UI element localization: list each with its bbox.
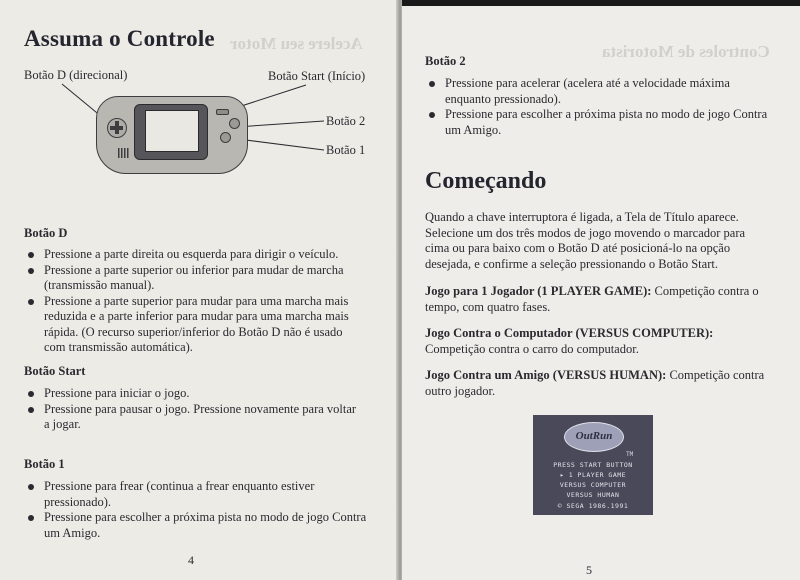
list-item: Pressione para pausar o jogo. Pressione novamente para voltar a jogar.: [24, 402, 364, 433]
section-heading-dpad: Botão D: [24, 226, 68, 240]
list-item: Pressione a parte direita ou esquerda para dirigir o veículo.: [24, 247, 364, 263]
title-screen-image: [533, 415, 653, 515]
dpad-icon: [107, 118, 127, 138]
start-button-icon: [216, 109, 229, 115]
list-item: Pressione para escolher a próxima pista no modo de jogo Contra um Amigo.: [24, 510, 369, 541]
section-heading-button-1: Botão 1: [24, 457, 65, 471]
section-title: Começando: [425, 168, 547, 194]
page-number: 4: [188, 553, 194, 567]
intro-paragraph: Quando a chave interruptora é ligada, a Tela de Título aparece. Selecione um dos três modos de jogo movendo o marcador para cima ou para baixo com o Botão D até posicioná-lo na opção desejada, e confirme a seleção pressionando o Botão Start.: [425, 210, 746, 271]
label-dpad: Botão D (direcional): [24, 68, 128, 82]
left-page: [0, 0, 398, 580]
screen-line: VERSUS HUMAN: [566, 491, 620, 499]
speaker-grille-icon: [118, 148, 130, 158]
bleed-through-text: Controles de Motorista: [602, 42, 770, 61]
screen-line: ▸ 1 PLAYER GAME: [559, 471, 627, 479]
list-item: Pressione a parte superior ou inferior para mudar de marcha (transmissão manual).: [24, 263, 364, 294]
mode-label: Jogo para 1 Jogador (1 PLAYER GAME):: [425, 284, 652, 298]
list-item: Pressione para iniciar o jogo.: [24, 386, 364, 402]
list-item: Pressione para frear (continua a frear enquanto estiver pressionado).: [24, 479, 369, 510]
trademark-mark: TM: [626, 451, 634, 458]
screen-line: PRESS START BUTTON: [553, 461, 633, 469]
list-item: Pressione a parte superior para mudar para uma marcha mais reduzida e a parte inferior para mudar para uma marcha mais rápida. (O recurso superior/inferior do Botão D não é usado com transmissão automática).: [24, 294, 364, 356]
page-title: Assuma o Controle: [24, 26, 215, 51]
bleed-through-text: Acelere seu Motor: [230, 34, 363, 53]
list-item: Pressione para acelerar (acelera até a velocidade máxima enquanto pressionado).: [425, 76, 770, 107]
label-start: Botão Start (Início): [268, 69, 366, 83]
section-heading-button-2: Botão 2: [425, 54, 466, 68]
button-1-icon: [220, 132, 231, 143]
page-number: 5: [586, 563, 592, 577]
outrun-logo: OutRun: [564, 422, 624, 452]
console-screen: [145, 110, 199, 152]
mode-1-player: [425, 284, 770, 315]
section-heading-start: Botão Start: [24, 364, 86, 378]
list-item: Pressione para escolher a próxima pista no modo de jogo Contra um Amigo.: [425, 107, 770, 138]
button-1-bullets: [24, 479, 369, 541]
screen-line: © SEGA 1986.1991: [557, 502, 629, 510]
mode-description: Competição contra o tempo, com quatro fases.: [425, 284, 759, 314]
label-button-1: Botão 1: [326, 143, 366, 157]
screen-line: VERSUS COMPUTER: [559, 481, 627, 489]
mode-description: Competição contra outro jogador.: [425, 368, 765, 398]
mode-label: Jogo Contra um Amigo (VERSUS HUMAN):: [425, 368, 667, 382]
mode-label: Jogo Contra o Computador (VERSUS COMPUTER):: [425, 326, 714, 340]
button-2-bullets: [425, 76, 770, 138]
mode-versus-computer: [425, 326, 770, 357]
game-gear-illustration: [96, 96, 248, 174]
start-bullets: [24, 386, 364, 433]
label-button-2: Botão 2: [326, 114, 366, 128]
button-2-icon: [229, 118, 240, 129]
dpad-bullets: [24, 247, 364, 356]
mode-versus-human: [425, 368, 770, 399]
mode-description: Competição contra o carro do computador.: [425, 341, 639, 356]
